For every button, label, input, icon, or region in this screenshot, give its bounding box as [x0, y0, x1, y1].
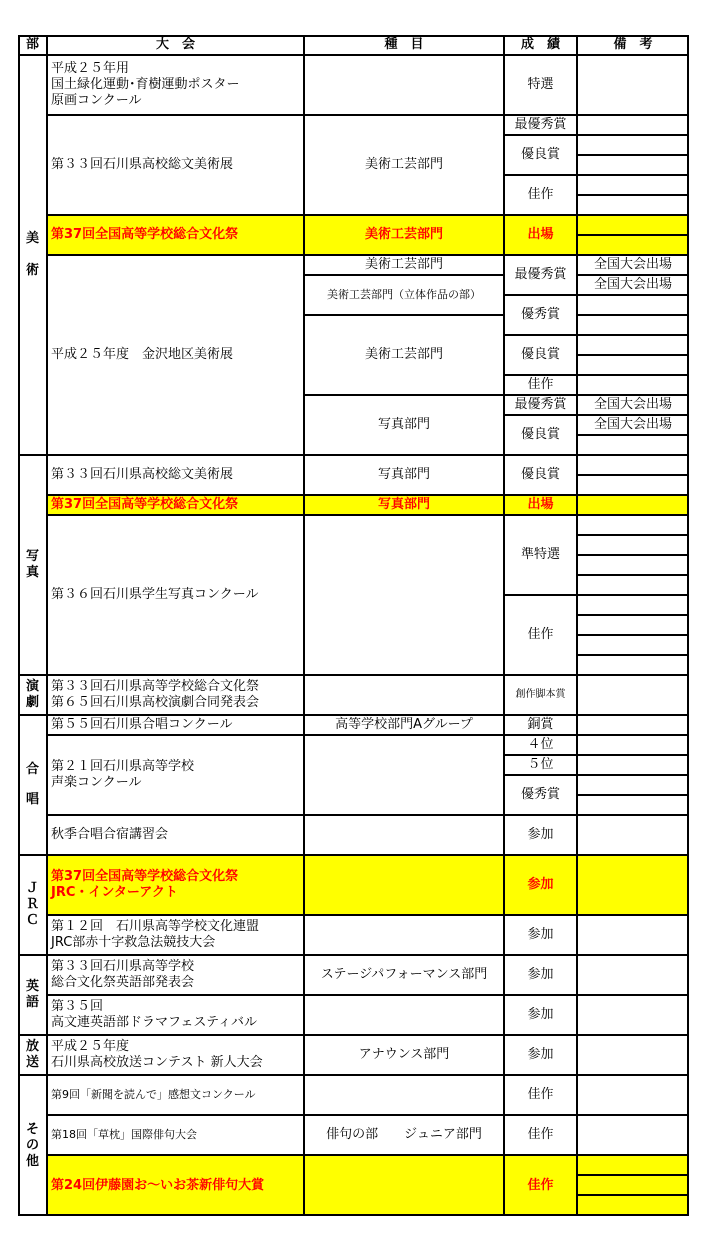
- remarks-cell: [577, 315, 689, 335]
- remarks-cell-highlight: [577, 1175, 689, 1195]
- remarks-cell: [577, 555, 689, 575]
- dept-jrc-char: Ｃ: [25, 913, 39, 928]
- result-cell: 準特選: [504, 515, 577, 595]
- dept-other-char: の: [25, 1137, 39, 1153]
- remarks-cell: [577, 795, 689, 815]
- dept-jrc-char: Ｒ: [25, 897, 39, 912]
- result-cell: ５位: [504, 755, 577, 775]
- remarks-cell: [577, 815, 689, 855]
- event-cell: [47, 815, 304, 855]
- dept-broadcast-char: 放: [25, 1039, 39, 1054]
- dept-english: [18, 955, 47, 1035]
- dept-art: [18, 55, 47, 455]
- event-name: 平成２５年度 石川県高校放送コンテスト 新人大会: [51, 1039, 263, 1070]
- result-cell: 銅賞: [504, 715, 577, 735]
- remarks-cell: [577, 735, 689, 755]
- result-cell: 佳作: [504, 595, 577, 675]
- event-name: 第３６回石川県学生写真コンクール: [51, 587, 259, 602]
- event-cell: [47, 735, 304, 815]
- dept-choir-char: 唱: [25, 792, 39, 807]
- result-cell: 優良賞: [504, 415, 577, 455]
- event-name: 第37回全国高等学校総合文化祭: [51, 497, 239, 512]
- dept-drama-char: 劇: [25, 695, 39, 710]
- event-cell: [47, 1115, 304, 1155]
- result-cell: 参加: [504, 955, 577, 995]
- event-name: 第9回「新聞を読んで」感想文コンクール: [51, 1088, 256, 1101]
- event-cell-highlight: [47, 495, 304, 515]
- dept-choir-char: 合: [25, 762, 39, 777]
- result-cell-highlight: 出場: [504, 495, 577, 515]
- remarks-cell: [577, 375, 689, 395]
- remarks-cell: [577, 355, 689, 375]
- header-dept: 部: [18, 35, 47, 55]
- remarks-cell-highlight: [577, 235, 689, 255]
- remarks-cell: [577, 115, 689, 135]
- event-cell: [47, 1075, 304, 1115]
- event-cell: [47, 675, 304, 715]
- header-category: 種 目: [304, 35, 504, 55]
- event-cell-highlight: [47, 855, 304, 915]
- dept-choir: [18, 715, 47, 855]
- remarks-cell: [577, 715, 689, 735]
- result-cell: 優秀賞: [504, 295, 577, 335]
- result-cell-highlight: 佳作: [504, 1155, 577, 1216]
- result-cell: 最優秀賞: [504, 115, 577, 135]
- category-cell-highlight: [304, 1155, 504, 1216]
- event-name: 第37回全国高等学校総合文化祭: [51, 227, 239, 242]
- category-cell: 写真部門: [304, 455, 504, 495]
- remarks-cell: [577, 675, 689, 715]
- remarks-cell: [577, 1115, 689, 1155]
- remarks-cell: [577, 1075, 689, 1115]
- event-cell: [47, 55, 304, 115]
- remarks-cell-highlight: [577, 495, 689, 515]
- remarks-cell: [577, 515, 689, 535]
- remarks-cell-highlight: [577, 1195, 689, 1216]
- header-event: 大 会: [47, 35, 304, 55]
- remarks-cell: 全国大会出場: [577, 395, 689, 415]
- remarks-cell: [577, 915, 689, 955]
- remarks-cell: [577, 55, 689, 115]
- section-divider: [18, 674, 689, 676]
- remarks-cell: [577, 335, 689, 355]
- dept-other-char: そ: [25, 1121, 39, 1137]
- remarks-cell: [577, 775, 689, 795]
- event-cell: [47, 995, 304, 1035]
- section-divider: [18, 954, 689, 956]
- event-cell-highlight: [47, 215, 304, 255]
- event-name: 第２１回石川県高等学校 声楽コンクール: [51, 759, 195, 790]
- event-cell: [47, 1035, 304, 1075]
- dept-english-char: 語: [25, 995, 39, 1010]
- remarks-cell: 全国大会出場: [577, 275, 689, 295]
- remarks-cell: [577, 595, 689, 615]
- section-divider: [18, 1034, 689, 1036]
- remarks-cell: [577, 655, 689, 675]
- dept-art-char: 美: [25, 231, 39, 246]
- event-cell: [47, 515, 304, 675]
- result-cell: 優良賞: [504, 335, 577, 375]
- event-name: 平成２５年度 金沢地区美術展: [51, 347, 234, 362]
- remarks-cell: [577, 175, 689, 195]
- remarks-cell: [577, 455, 689, 475]
- event-name: 秋季合唱合宿講習会: [51, 827, 169, 842]
- event-name: 平成２５年用 国土緑化運動･育樹運動ポスター 原画コンクール: [51, 61, 240, 108]
- dept-photo-char: 写: [25, 549, 39, 564]
- event-cell: [47, 915, 304, 955]
- dept-broadcast-char: 送: [25, 1055, 39, 1070]
- result-cell: ４位: [504, 735, 577, 755]
- result-cell: 参加: [504, 815, 577, 855]
- remarks-cell: [577, 155, 689, 175]
- event-name: 第３３回石川県高等学校総合文化祭 第６５回石川県高校演劇合同発表会: [51, 679, 260, 710]
- remarks-cell: [577, 135, 689, 155]
- category-cell: 美術工芸部門: [304, 315, 504, 395]
- dept-photo: [18, 455, 47, 675]
- dept-jrc: [18, 855, 47, 955]
- event-cell: [47, 115, 304, 215]
- remarks-cell: [577, 995, 689, 1035]
- result-cell: 佳作: [504, 375, 577, 395]
- category-cell: 高等学校部門Aグループ: [304, 715, 504, 735]
- event-cell: [47, 455, 304, 495]
- dept-drama-char: 演: [25, 679, 39, 694]
- result-cell: 優良賞: [504, 135, 577, 175]
- remarks-cell: [577, 475, 689, 495]
- event-name: 第１２回 石川県高等学校文化連盟 JRC部赤十字救急法競技大会: [51, 919, 260, 950]
- category-cell: [304, 915, 504, 955]
- result-cell: 佳作: [504, 1075, 577, 1115]
- category-cell: [304, 995, 504, 1035]
- category-cell: [304, 55, 504, 115]
- remarks-cell: [577, 615, 689, 635]
- result-cell: 参加: [504, 995, 577, 1035]
- result-cell-highlight: 参加: [504, 855, 577, 915]
- event-name: 第18回「草枕」国際俳句大会: [51, 1128, 197, 1141]
- category-cell: [304, 675, 504, 715]
- event-name: 第３３回石川県高校総文美術展: [51, 467, 234, 482]
- dept-drama: [18, 675, 47, 715]
- event-cell: [47, 255, 304, 455]
- category-cell: 写真部門: [304, 395, 504, 455]
- category-cell: 美術工芸部門: [304, 115, 504, 215]
- result-cell: 最優秀賞: [504, 255, 577, 295]
- section-divider: [18, 714, 689, 716]
- remarks-cell-highlight: [577, 215, 689, 235]
- remarks-cell: [577, 295, 689, 315]
- remarks-cell: [577, 195, 689, 215]
- category-cell-highlight: 写真部門: [304, 495, 504, 515]
- dept-jrc-char: Ｊ: [25, 881, 39, 896]
- result-cell: 参加: [504, 915, 577, 955]
- category-cell: [304, 515, 504, 675]
- remarks-cell: [577, 635, 689, 655]
- remarks-cell: [577, 575, 689, 595]
- result-cell: 参加: [504, 1035, 577, 1075]
- dept-english-char: 英: [25, 979, 39, 994]
- awards-table: [18, 35, 689, 1216]
- event-name: 第３５回 高文連英語部ドラマフェスティバル: [51, 999, 258, 1030]
- remarks-cell: [577, 435, 689, 455]
- remarks-cell: [577, 955, 689, 995]
- section-divider: [18, 1074, 689, 1076]
- dept-broadcast: [18, 1035, 47, 1075]
- event-name: 第３３回石川県高等学校 総合文化祭英語部発表会: [51, 959, 195, 990]
- category-cell: 美術工芸部門: [304, 255, 504, 275]
- section-divider: [18, 454, 689, 456]
- result-cell: 優秀賞: [504, 775, 577, 815]
- result-cell: 特選: [504, 55, 577, 115]
- section-divider: [18, 854, 689, 856]
- remarks-cell: [577, 1035, 689, 1075]
- category-cell: アナウンス部門: [304, 1035, 504, 1075]
- remarks-cell-highlight: [577, 855, 689, 915]
- result-cell: 佳作: [504, 175, 577, 215]
- dept-other: [18, 1075, 47, 1216]
- category-cell-highlight: [304, 855, 504, 915]
- remarks-cell: [577, 535, 689, 555]
- event-cell: [47, 715, 304, 735]
- category-cell: [304, 1075, 504, 1115]
- remarks-cell: [577, 755, 689, 775]
- category-cell: 美術工芸部門（立体作品の部）: [304, 275, 504, 315]
- dept-other-char: 他: [25, 1153, 39, 1169]
- result-cell: 創作脚本賞: [504, 675, 577, 715]
- result-cell: 優良賞: [504, 455, 577, 495]
- category-cell: [304, 815, 504, 855]
- result-cell: 最優秀賞: [504, 395, 577, 415]
- result-cell-highlight: 出場: [504, 215, 577, 255]
- result-cell: 佳作: [504, 1115, 577, 1155]
- header-remarks: 備 考: [577, 35, 689, 55]
- dept-art-char: 術: [25, 263, 39, 278]
- category-cell-highlight: 美術工芸部門: [304, 215, 504, 255]
- dept-photo-char: 真: [25, 565, 39, 580]
- event-name: 第３３回石川県高校総文美術展: [51, 157, 234, 172]
- event-name: 第37回全国高等学校総合文化祭 JRC・インターアクト: [51, 869, 239, 900]
- remarks-cell: 全国大会出場: [577, 415, 689, 435]
- event-cell: [47, 955, 304, 995]
- category-cell: ステージパフォーマンス部門: [304, 955, 504, 995]
- event-name: 第５５回石川県合唱コンクール: [51, 717, 233, 732]
- event-cell-highlight: [47, 1155, 304, 1216]
- event-name: 第24回伊藤園お～いお茶新俳句大賞: [51, 1177, 265, 1193]
- header-result: 成 績: [504, 35, 577, 55]
- remarks-cell-highlight: [577, 1155, 689, 1175]
- remarks-cell: 全国大会出場: [577, 255, 689, 275]
- category-cell: [304, 735, 504, 815]
- category-cell: 俳句の部 ジュニア部門: [304, 1115, 504, 1155]
